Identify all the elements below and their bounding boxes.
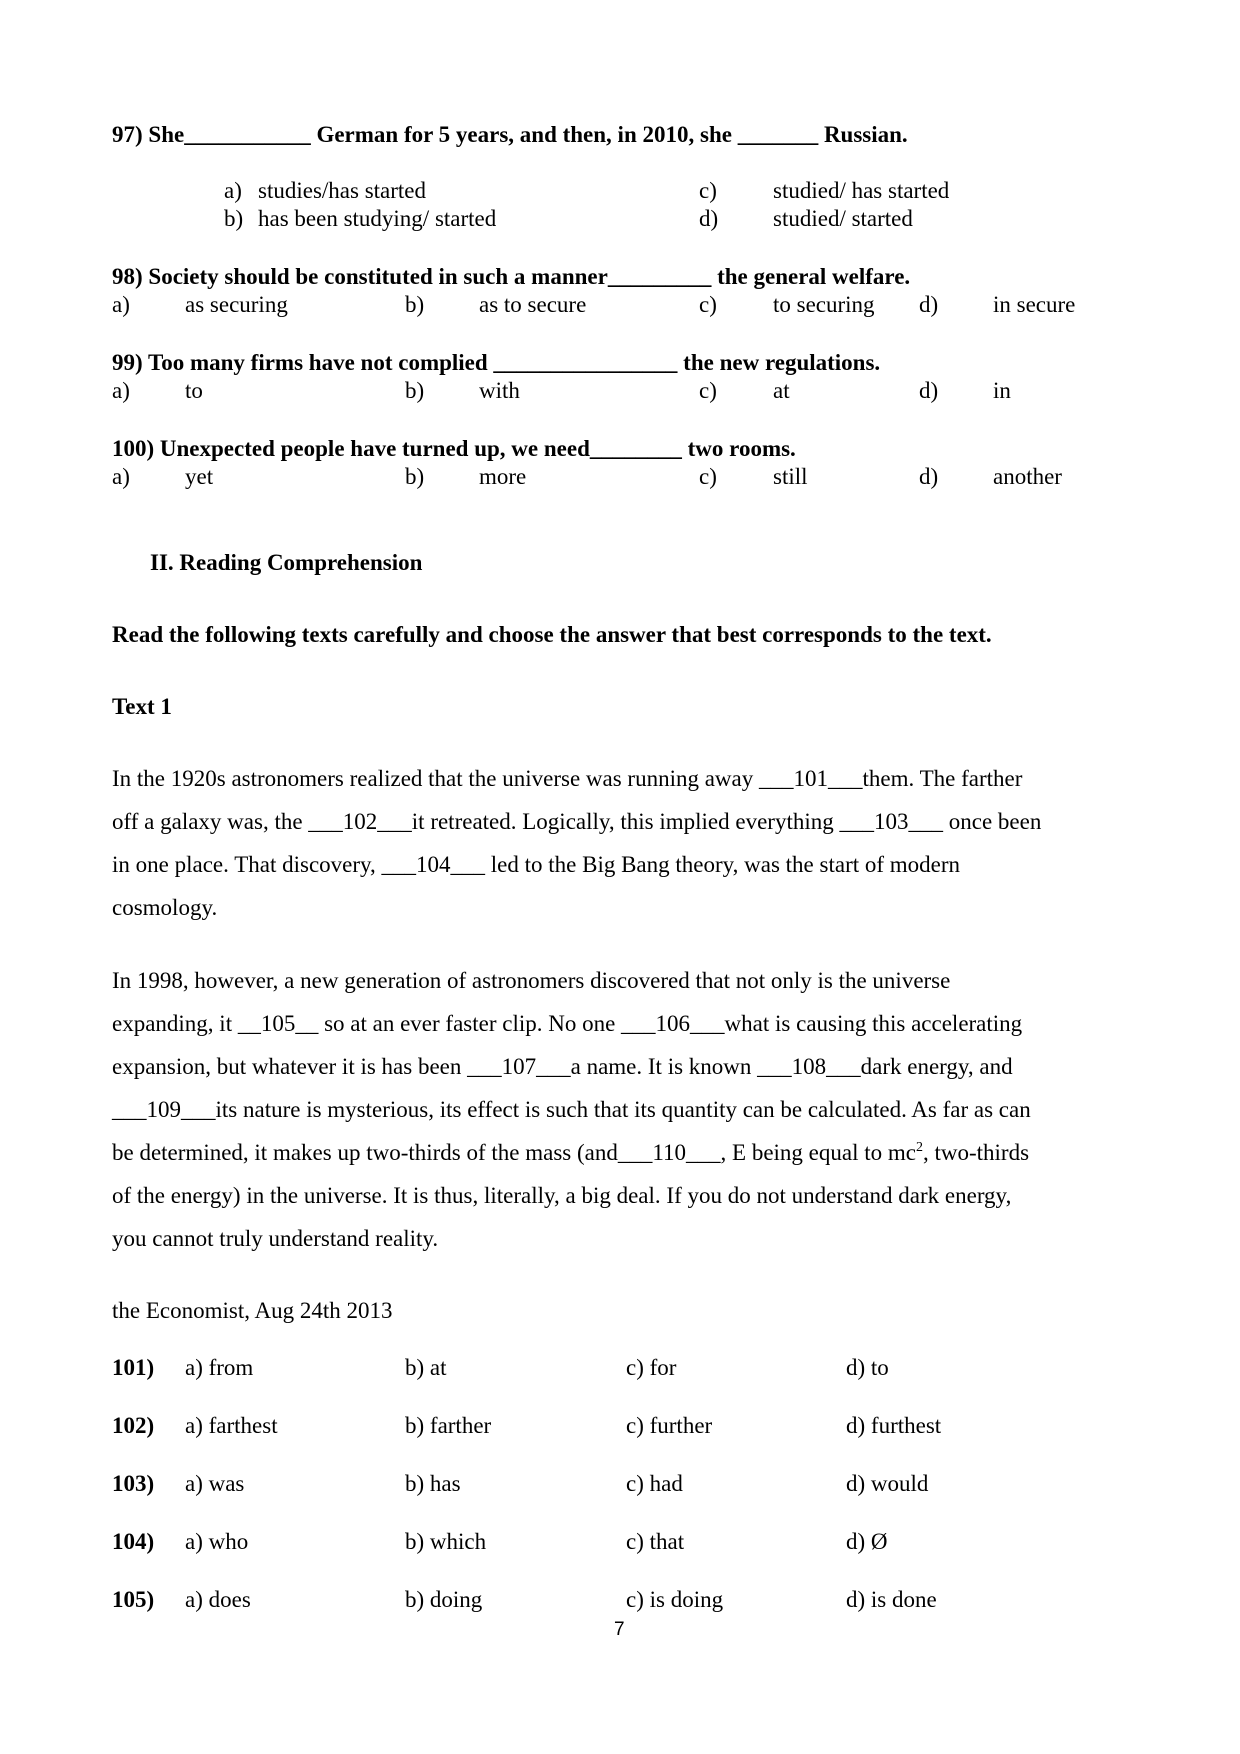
answer-number: 104) (112, 1529, 155, 1554)
q97-option-c: studied/ has started (773, 178, 950, 203)
paragraph-line-part: , two-thirds (922, 1140, 1030, 1165)
page-number: 7 (614, 1619, 625, 1640)
answer-option-d: d) Ø (846, 1529, 888, 1554)
answer-number: 101) (112, 1355, 155, 1380)
paragraph-line: expanding, it __105__ so at an ever faster clip. No one ___106___what is causing this accelerating (112, 1011, 1023, 1036)
q100-option-d: another (993, 464, 1062, 489)
q97-option-b-letter: b) (224, 206, 244, 231)
q100-option-c-letter: c) (699, 464, 717, 489)
q97-option-d-letter: d) (699, 206, 719, 231)
q99-option-c-letter: c) (699, 378, 717, 403)
q100-option-a-letter: a) (112, 464, 130, 489)
paragraph-line: in one place. That discovery, ___104___ led to the Big Bang theory, was the start of modern (112, 852, 961, 877)
answer-option-c: c) that (626, 1529, 685, 1554)
text-title: Text 1 (112, 694, 172, 719)
answer-option-d: d) furthest (846, 1413, 942, 1438)
answer-option-a: a) who (185, 1529, 249, 1554)
answer-number: 102) (112, 1413, 155, 1438)
answer-option-c: c) is doing (626, 1587, 724, 1612)
q99-option-a: to (185, 378, 203, 403)
q97-option-c-letter: c) (699, 178, 717, 203)
q99-option-d-letter: d) (919, 378, 939, 403)
answer-option-d: d) is done (846, 1587, 937, 1612)
q100-option-c: still (773, 464, 808, 489)
paragraph-line: of the energy) in the universe. It is thus, literally, a big deal. If you do not understand dark energy, (112, 1183, 1012, 1208)
q98-option-c: to securing (773, 292, 875, 317)
answer-number: 103) (112, 1471, 155, 1496)
q100-option-d-letter: d) (919, 464, 939, 489)
paragraph-line (112, 1141, 1029, 1164)
q100-option-a: yet (185, 464, 214, 489)
section-heading: II. Reading Comprehension (150, 550, 423, 575)
q98-option-d-letter: d) (919, 292, 939, 317)
answer-option-b: b) has (405, 1471, 461, 1496)
q99-option-d: in (993, 378, 1011, 403)
paragraph-line: expansion, but whatever it is has been ___107___a name. It is known ___108___dark energy, and (112, 1054, 1013, 1079)
answer-option-b: b) farther (405, 1413, 492, 1438)
q98-option-a: as securing (185, 292, 288, 317)
q99-option-b: with (479, 378, 520, 403)
paragraph-line: cosmology. (112, 895, 218, 920)
q99-option-b-letter: b) (405, 378, 425, 403)
answer-option-b: b) which (405, 1529, 487, 1554)
q100-option-b: more (479, 464, 527, 489)
answer-option-a: a) farthest (185, 1413, 278, 1438)
paragraph-line-part: be determined, it makes up two-thirds of the mass (and___110___, E being equal to mc (112, 1140, 916, 1165)
q98-option-b: as to secure (479, 292, 587, 317)
answer-option-d: d) would (846, 1471, 929, 1496)
answer-option-b: b) at (405, 1355, 447, 1380)
question-97: 97) She___________ German for 5 years, and then, in 2010, she _______ Russian. (112, 122, 908, 147)
answer-option-c: c) for (626, 1355, 677, 1380)
paragraph-line: off a galaxy was, the ___102___it retreated. Logically, this implied everything ___103___ once been (112, 809, 1042, 834)
question-99: 99) Too many firms have not complied ________________ the new regulations. (112, 350, 881, 375)
answer-option-a: a) was (185, 1471, 245, 1496)
q97-option-b: has been studying/ started (258, 206, 497, 231)
answer-option-d: d) to (846, 1355, 889, 1380)
paragraph-line: ___109___its nature is mysterious, its effect is such that its quantity can be calculated. As far as can (112, 1097, 1031, 1122)
q98-option-c-letter: c) (699, 292, 717, 317)
paragraph-line: In 1998, however, a new generation of astronomers discovered that not only is the universe (112, 968, 951, 993)
source-citation: the Economist, Aug 24th 2013 (112, 1298, 393, 1323)
question-100: 100) Unexpected people have turned up, we need________ two rooms. (112, 436, 796, 461)
answer-option-a: a) does (185, 1587, 251, 1612)
answer-option-a: a) from (185, 1355, 254, 1380)
question-98: 98) Society should be constituted in such a manner_________ the general welfare. (112, 264, 911, 289)
q97-option-d: studied/ started (773, 206, 913, 231)
q100-option-b-letter: b) (405, 464, 425, 489)
q99-option-c: at (773, 378, 790, 403)
paragraph-line: In the 1920s astronomers realized that the universe was running away ___101___them. The farther (112, 766, 1023, 791)
q99-option-a-letter: a) (112, 378, 130, 403)
instruction-text: Read the following texts carefully and choose the answer that best corresponds to the text. (112, 622, 992, 647)
answer-option-c: c) further (626, 1413, 713, 1438)
answer-option-c: c) had (626, 1471, 683, 1496)
q98-option-d: in secure (993, 292, 1076, 317)
superscript: 2 (915, 1140, 923, 1155)
answer-option-b: b) doing (405, 1587, 483, 1612)
q97-option-a-letter: a) (224, 178, 242, 203)
q97-option-a: studies/has started (258, 178, 426, 203)
answer-number: 105) (112, 1587, 155, 1612)
q98-option-b-letter: b) (405, 292, 425, 317)
paragraph-line: you cannot truly understand reality. (112, 1226, 439, 1251)
q98-option-a-letter: a) (112, 292, 130, 317)
